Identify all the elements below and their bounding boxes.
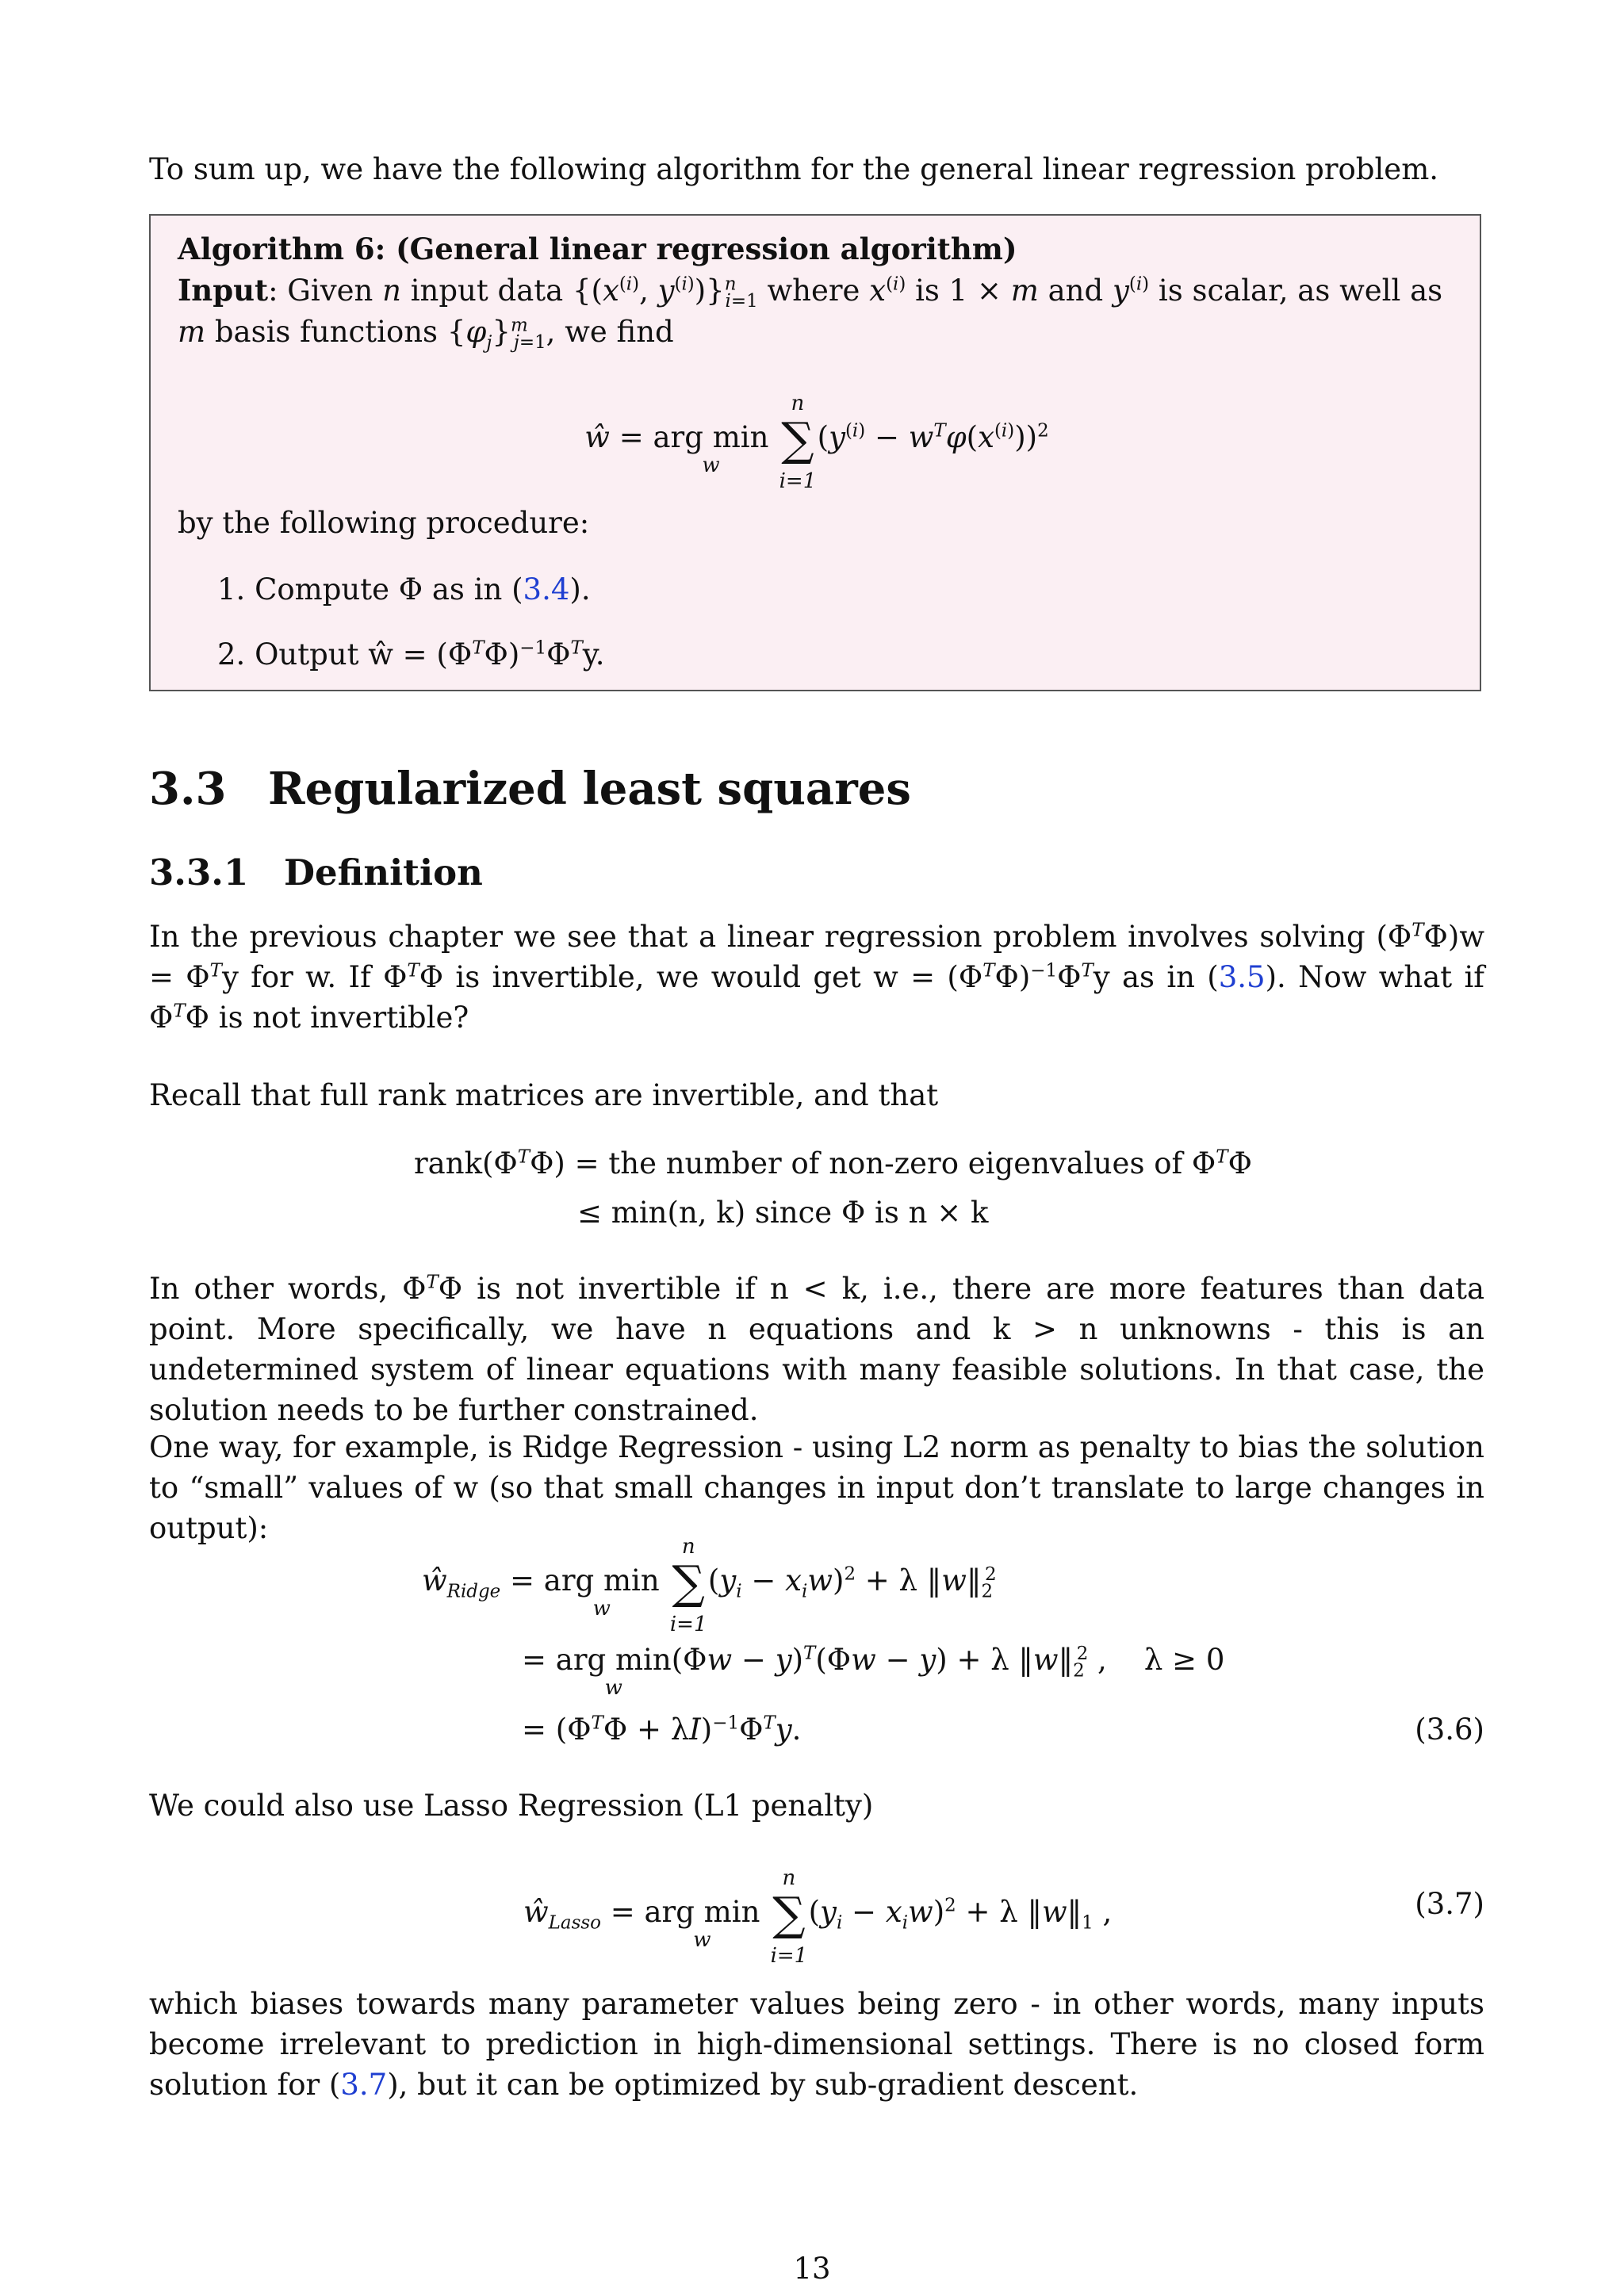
step-text: Φ bbox=[546, 637, 571, 672]
page-number: 13 bbox=[793, 2252, 831, 2286]
text: y as in ( bbox=[1093, 960, 1219, 994]
step-text: y. bbox=[582, 637, 605, 672]
text: Φ is not invertible if n < k, i.e., there are more features than data point. More specifically, we have n equations and k > n unknowns - this is an undetermined system of linear equations with many feasible solutions. In that case, the solution needs to be further constrained. bbox=[149, 1272, 1485, 1427]
text: ), but it can be optimized by sub-gradient descent. bbox=[387, 2068, 1139, 2102]
input-text: is scalar, as well as bbox=[1149, 274, 1443, 308]
input-text: where bbox=[757, 274, 870, 308]
section-heading bbox=[149, 761, 911, 817]
algorithm-objective-equation: ŵ = arg min w ∑ n i=1 $(y^{(i)} - w^T\varphi(x^{(i)}))^2$ bbox=[584, 392, 1049, 493]
algorithm-header bbox=[178, 228, 1456, 353]
algorithm-procedure-label: by the following procedure: bbox=[178, 506, 590, 540]
subsection-number: 3.3.1 bbox=[149, 851, 249, 894]
text: Φ is invertible, we would get w = (Φ bbox=[419, 960, 983, 994]
subsection-title: Definition bbox=[284, 851, 483, 894]
paragraph-2 bbox=[149, 1075, 1484, 1115]
text: which biases towards many parameter values being zero - in other words, many inputs become irrelevant to prediction in high-dimensional settings. There is no closed form solution for ( bbox=[149, 1987, 1484, 2102]
input-text: and bbox=[1038, 274, 1113, 308]
algorithm-step-2: 2. Output ŵ = $(\Phi^T\Phi)^{-1}\Phi^Ty$. bbox=[217, 637, 605, 672]
text: In the previous chapter we see that a linear regression problem involves solving (Φ bbox=[149, 920, 1412, 954]
paragraph-1 bbox=[149, 916, 1484, 1038]
equation-link[interactable]: 3.4 bbox=[523, 572, 570, 607]
section-title: Regularized least squares bbox=[268, 763, 911, 815]
text: Φ bbox=[1057, 960, 1082, 994]
input-text: , we find bbox=[546, 315, 674, 349]
ridge-equation-line-1: $ŵ_{Ridge}$ = arg min w ∑ n i=1 $(y_i - x_iw)^2 + \lambda$ $‖w‖_2^2$ bbox=[422, 1535, 997, 1636]
paragraph-6-text bbox=[149, 1984, 1484, 2105]
lasso-equation: $ŵ_{Lasso}$ = arg min w ∑ n i=1 $(y_i - x_iw)^2 + \lambda$ $‖w‖_1$ , bbox=[523, 1866, 1113, 1968]
text: Φ bbox=[1228, 1146, 1252, 1181]
text: Φ)w = Φ bbox=[149, 920, 1484, 994]
step-text: ). bbox=[569, 572, 591, 607]
paragraph-2-text: Recall that full rank matrices are invertible, and that bbox=[149, 1078, 939, 1112]
algorithm-input-label: Input bbox=[178, 273, 269, 308]
paragraph-1-text: In the previous chapter we see that a linear regression problem involves solving $(\Phi^T\Phi)w = \Phi^Ty$ for w. If $\Phi^T\Phi$ is invertible, we would get $w = (\Phi^T\Phi)^{-1}\Phi^Ty$ as in (3.5). Now what if $\Phi^T\Phi$ is not invertible? bbox=[149, 920, 1484, 1035]
algorithm-title: Algorithm 6: (General linear regression algorithm) bbox=[178, 232, 1017, 266]
equation-link[interactable]: 3.7 bbox=[340, 2068, 388, 2102]
step-text: 1. Compute Φ as in ( bbox=[217, 572, 523, 607]
paragraph-4-text: One way, for example, is Ridge Regression - using L2 norm as penalty to bias the solution to “small” values of w (so that small changes in input don’t translate to large changes in output): bbox=[149, 1430, 1484, 1545]
equation-link[interactable]: 3.5 bbox=[1218, 960, 1266, 994]
subsection-heading bbox=[149, 850, 483, 896]
paragraph-5 bbox=[149, 1785, 1484, 1826]
input-text: : Given bbox=[268, 274, 383, 308]
paragraph-6 bbox=[149, 1984, 1484, 2105]
input-text: is 1 × bbox=[906, 274, 1011, 308]
text: Φ) = the number of non-zero eigenvalues of Φ bbox=[530, 1146, 1216, 1181]
paragraph-4 bbox=[149, 1427, 1484, 1548]
intro-paragraph bbox=[149, 149, 1484, 189]
text: y for w. If Φ bbox=[221, 960, 408, 994]
input-text: basis functions bbox=[205, 315, 447, 349]
algorithm-input: Input: Given n input data {($x^{(i)}$, $y^{(i)})\}^n_{i=1}$ where $x^{(i)}$ is 1 × m and $y^{(i)}$ is scalar, as well as m basis functions $\{\varphi_j\}^m_{j=1}$, we find bbox=[178, 273, 1443, 354]
ridge-equation-line-2: = arg min w $(\Phi w - y)^T(\Phi w - y) + \lambda$ $‖w‖_2^2$ , λ ≥ 0 bbox=[522, 1643, 1225, 1700]
section-number: 3.3 bbox=[149, 763, 227, 815]
text: Φ is not invertible? bbox=[185, 1001, 469, 1035]
input-text: input data bbox=[400, 274, 573, 308]
rank-equation-line-2: ≤ min(n, k) since Φ is n × k bbox=[577, 1196, 989, 1230]
algorithm-step-1 bbox=[217, 572, 591, 607]
paragraph-3-text: In other words, $\Phi^T\Phi$ is not invertible if n < k, i.e., there are more features than data point. More specifically, we have n equations and k > n unknowns - this is an undetermined system of linear equations with many feasible solutions. In that case, the solution needs to be further constrained. bbox=[149, 1272, 1485, 1427]
equation-number-3-6: (3.6) bbox=[1415, 1712, 1484, 1747]
text: In other words, Φ bbox=[149, 1272, 427, 1306]
text: rank(Φ bbox=[414, 1146, 518, 1181]
intro-text: To sum up, we have the following algorithm for the general linear regression problem. bbox=[149, 152, 1439, 186]
paragraph-3 bbox=[149, 1269, 1484, 1430]
ridge-equation-line-3: = $(\Phi^T\Phi + \lambda I)^{-1}\Phi^Ty$. bbox=[522, 1712, 802, 1747]
step-text: 2. Output ŵ = (Φ bbox=[217, 637, 473, 672]
rank-equation-line-1: $rank(\Phi^T\Phi)$ = the number of non-zero eigenvalues of $\Phi^T\Phi$ bbox=[414, 1146, 1252, 1181]
text: ). Now what if Φ bbox=[149, 960, 1484, 1035]
text: Φ) bbox=[994, 960, 1031, 994]
equation-number-3-7: (3.7) bbox=[1415, 1887, 1484, 1921]
step-text: Φ) bbox=[484, 637, 520, 672]
algorithm-box bbox=[149, 214, 1481, 691]
paragraph-5-text: We could also use Lasso Regression (L1 penalty) bbox=[149, 1789, 874, 1823]
